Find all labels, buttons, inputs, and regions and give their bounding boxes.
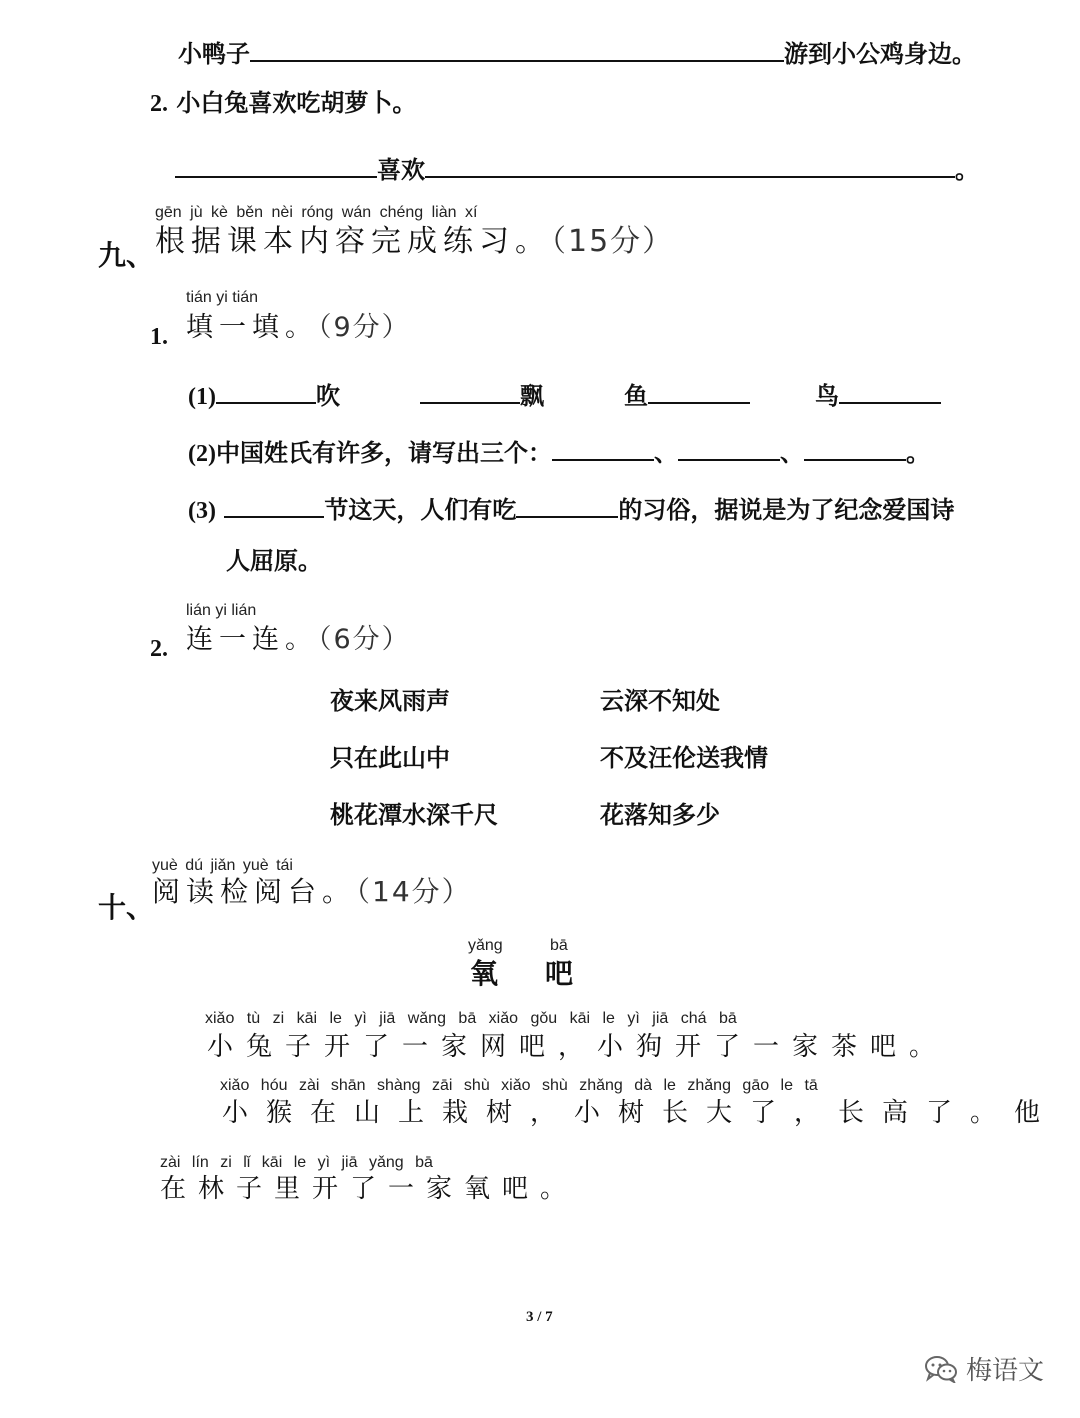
story-title-char-1: 氧 — [470, 957, 499, 990]
part3-a: 节这天，人们有吃 — [324, 496, 517, 524]
separator: 、 — [779, 439, 804, 467]
fill-blank[interactable] — [175, 150, 377, 178]
q1-part2 — [188, 433, 930, 469]
fill-blank[interactable] — [678, 433, 780, 461]
fill-blank[interactable] — [516, 490, 618, 518]
watermark — [924, 1350, 1044, 1387]
fill-blank[interactable] — [425, 150, 955, 178]
word-yu: 鱼 — [624, 382, 648, 410]
q2-title: 连一连。 — [186, 624, 318, 655]
match-right-2[interactable]: 不及汪伦送我情 — [600, 744, 768, 772]
match-left-1[interactable]: 夜来风雨声 — [330, 687, 450, 715]
fill-blank[interactable] — [552, 433, 654, 461]
part-label: (1) — [188, 384, 216, 410]
story-line3-pinyin: zài lín zi lǐ kāi le yì jiā yǎng bā — [160, 1154, 433, 1171]
section9-title: 根据课本内容完成练习。 — [155, 224, 551, 259]
line1-end: 游到小公鸡身边。 — [784, 40, 976, 68]
q1-number: 1. — [150, 324, 168, 350]
question-2 — [150, 88, 416, 119]
q1-part1-d — [815, 376, 941, 411]
word-niao: 鸟 — [815, 382, 839, 410]
story-line1: 小兔子开了一家网吧，小狗开了一家茶吧。 — [207, 1032, 949, 1062]
question-2-fill — [175, 150, 979, 185]
q1-part1 — [188, 376, 340, 412]
fill-blank[interactable] — [648, 376, 750, 404]
section10-heading — [152, 874, 472, 910]
section10-score: （14分） — [356, 875, 472, 908]
section9-heading — [155, 224, 674, 260]
q1-title: 填一填。 — [186, 312, 318, 343]
story-title-char-2: 吧 — [545, 957, 574, 990]
wechat-icon — [924, 1355, 958, 1383]
story-line3: 在林子里开了一家氧吧。 — [160, 1174, 579, 1204]
fill-blank[interactable] — [250, 34, 784, 62]
part-label: (2) — [188, 441, 216, 467]
fill-blank[interactable] — [839, 376, 941, 404]
q1-heading — [186, 310, 411, 346]
line1-start: 小鸭子 — [178, 40, 250, 68]
part2-text: 中国姓氏有许多，请写出三个： — [215, 439, 552, 467]
match-left-2[interactable]: 只在此山中 — [330, 744, 450, 772]
section10-title: 阅读检阅台。 — [152, 875, 357, 908]
story-line1-pinyin: xiǎo tù zi kāi le yì jiā wǎng bā xiǎo gǒu kāi le yì jiā chá bā — [205, 1010, 737, 1027]
section9-pinyin: gēn jù kè běn nèi róng wán chéng liàn xí — [155, 204, 478, 221]
fill-mid: 喜欢 — [377, 156, 425, 184]
q1-part1-b — [420, 376, 544, 411]
part2-end: 。 — [905, 439, 930, 467]
q2-pinyin: lián yi lián — [186, 602, 257, 619]
q2-number: 2. — [150, 636, 168, 662]
fill-blank[interactable] — [224, 490, 324, 518]
q2-heading — [186, 622, 411, 658]
section9-number: 九、 — [98, 239, 155, 272]
question-number: 2. — [150, 91, 168, 117]
story-line2: 小猴在山上栽树，小树长大了，长高了。他 — [222, 1098, 1059, 1128]
part3-c: 人屈原。 — [226, 547, 322, 575]
q1-score: （9分） — [318, 312, 411, 343]
q1-part1-c — [624, 376, 750, 411]
word-piao: 飘 — [520, 382, 544, 410]
match-right-1[interactable]: 云深不知处 — [600, 687, 720, 715]
question-text: 小白兔喜欢吃胡萝卜。 — [176, 89, 417, 117]
story-title-pinyin-1: yǎng — [468, 937, 503, 954]
section10-number: 十、 — [98, 891, 155, 924]
fill-blank[interactable] — [804, 433, 906, 461]
story-line2-pinyin: xiǎo hóu zài shān shàng zāi shù xiǎo shù zhǎng dà le zhǎng gāo le tā — [220, 1077, 818, 1094]
page-number: 3 / 7 — [526, 1309, 553, 1325]
part-label: (3) — [188, 498, 216, 524]
fill-blank[interactable] — [216, 376, 316, 404]
fill-end: 。 — [955, 156, 979, 184]
line1 — [178, 34, 976, 69]
watermark-text: 梅语文 — [966, 1356, 1045, 1386]
fill-blank[interactable] — [420, 376, 520, 404]
section9-score: （15分） — [551, 224, 675, 259]
q1-part3 — [188, 490, 954, 526]
story-title-pinyin-2: bā — [550, 937, 568, 954]
q2-score: （6分） — [318, 624, 411, 655]
section10-pinyin: yuè dú jiǎn yuè tái — [152, 857, 293, 874]
part3-b: 的习俗，据说是为了纪念爱国诗 — [618, 496, 955, 524]
q1-pinyin: tián yi tián — [186, 289, 259, 306]
separator: 、 — [653, 439, 678, 467]
match-right-3[interactable]: 花落知多少 — [600, 801, 720, 829]
match-left-3[interactable]: 桃花潭水深千尺 — [330, 801, 498, 829]
word-chui: 吹 — [315, 382, 340, 410]
